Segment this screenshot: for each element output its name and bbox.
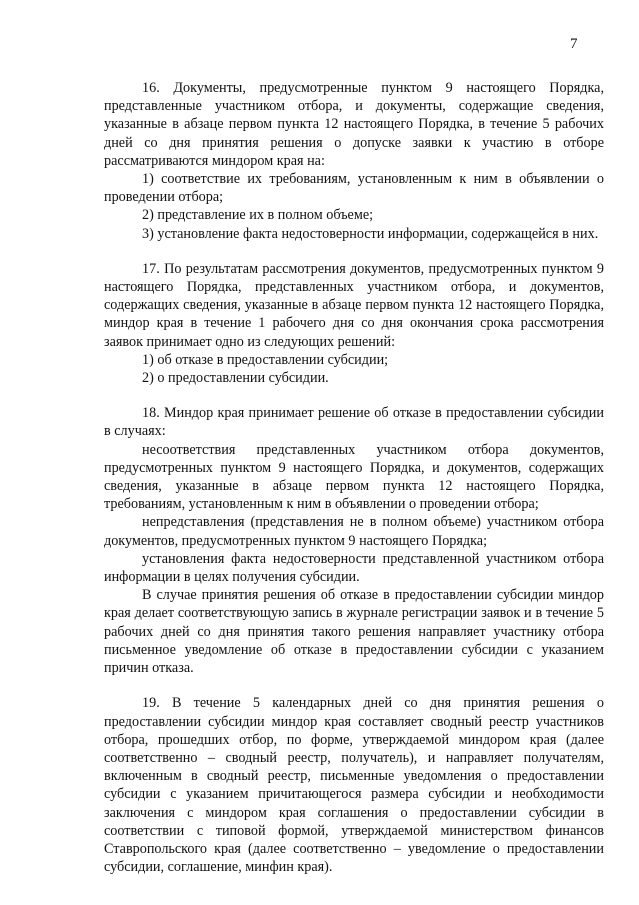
paragraph-17: 17. По результатам рассмотрения документов, предусмотренных пунктом 9 настоящего Порядка, представленных участником отбора, и документов, содержащих сведения, указанные в абзаце первом пункта 12 настоящего Порядка, миндор края в течение 1 рабочего дня со дня окончания срока рассмотрения заявок принимает одно из следующих решений: (104, 260, 604, 350)
paragraph-18-case-1: несоответствия представленных участником отбора документов, предусмотренных пунктом 9 настоящего Порядка, и документов, содержащих сведения, указанные в абзаце первом пункта 12 настоящего Порядка, требованиям, установленным к ним в объявлении о проведении отбора; (104, 441, 604, 513)
paragraph-17-item-1: 1) об отказе в предоставлении субсидии; (142, 351, 389, 368)
paragraph-16-item-2: 2) представление их в полном объеме; (142, 207, 374, 224)
paragraph-16: 16. Документы, предусмотренные пунктом 9 настоящего Порядка, представленные участником отбора, и документы, содержащие сведения, указанные в абзаце первом пункта 12 настоящего Порядка, в течение 5 рабочих дней со дня принятия решения о допуске заявки к участию в отборе рассматриваются миндором края на: (104, 80, 604, 169)
paragraph-19: 19. В течение 5 календарных дней со дня принятия решения о предоставлении субсидии миндор края составляет сводный реестр участников отбора, прошедших отбор, по форме, утверждаемой миндором края (далее соответственно – сводный реестр, получатель), и направляет получателям, включенным в сводный реестр, письменные уведомления о предоставлении субсидии с указанием причитающегося размера субсидии и необходимости заключения с миндором края соглашения о предоставлении субсидии в соответствии с типовой формой, утверждаемой министерством финансов Ставропольского края (далее соответственно – уведомление о предоставлении субсидии, соглашение, минфин края). (104, 695, 604, 876)
paragraph-16-item-3: 3) установление факта недостоверности информации, содержащейся в них. (142, 225, 599, 242)
page-number: 7 (570, 36, 578, 52)
document-body (104, 79, 604, 876)
paragraph-18-refusal: В случае принятия решения об отказе в предоставлении субсидии миндор края делает соответствующую запись в журнале регистрации заявок и в течение 5 рабочих дней со дня принятия такого решения направляет участнику отбора письменное уведомление об отказе в предоставлении субсидии с указанием причин отказа. (104, 587, 604, 677)
paragraph-18-case-2: непредставления (представления не в полном объеме) участником отбора документов, предусмотренных пунктом 9 настоящего Порядка; (104, 514, 604, 549)
paragraph-18-case-3: установления факта недостоверности представленной участником отбора информации в целях получения субсидии. (104, 550, 604, 586)
paragraph-18: 18. Миндор края принимает решение об отказе в предоставлении субсидии в случаях: (104, 405, 604, 440)
paragraph-16-item-1: 1) соответствие их требованиям, установленным к ним в объявлении о проведении отбора; (104, 171, 604, 206)
paragraph-17-item-2: 2) о предоставлении субсидии. (142, 370, 329, 387)
